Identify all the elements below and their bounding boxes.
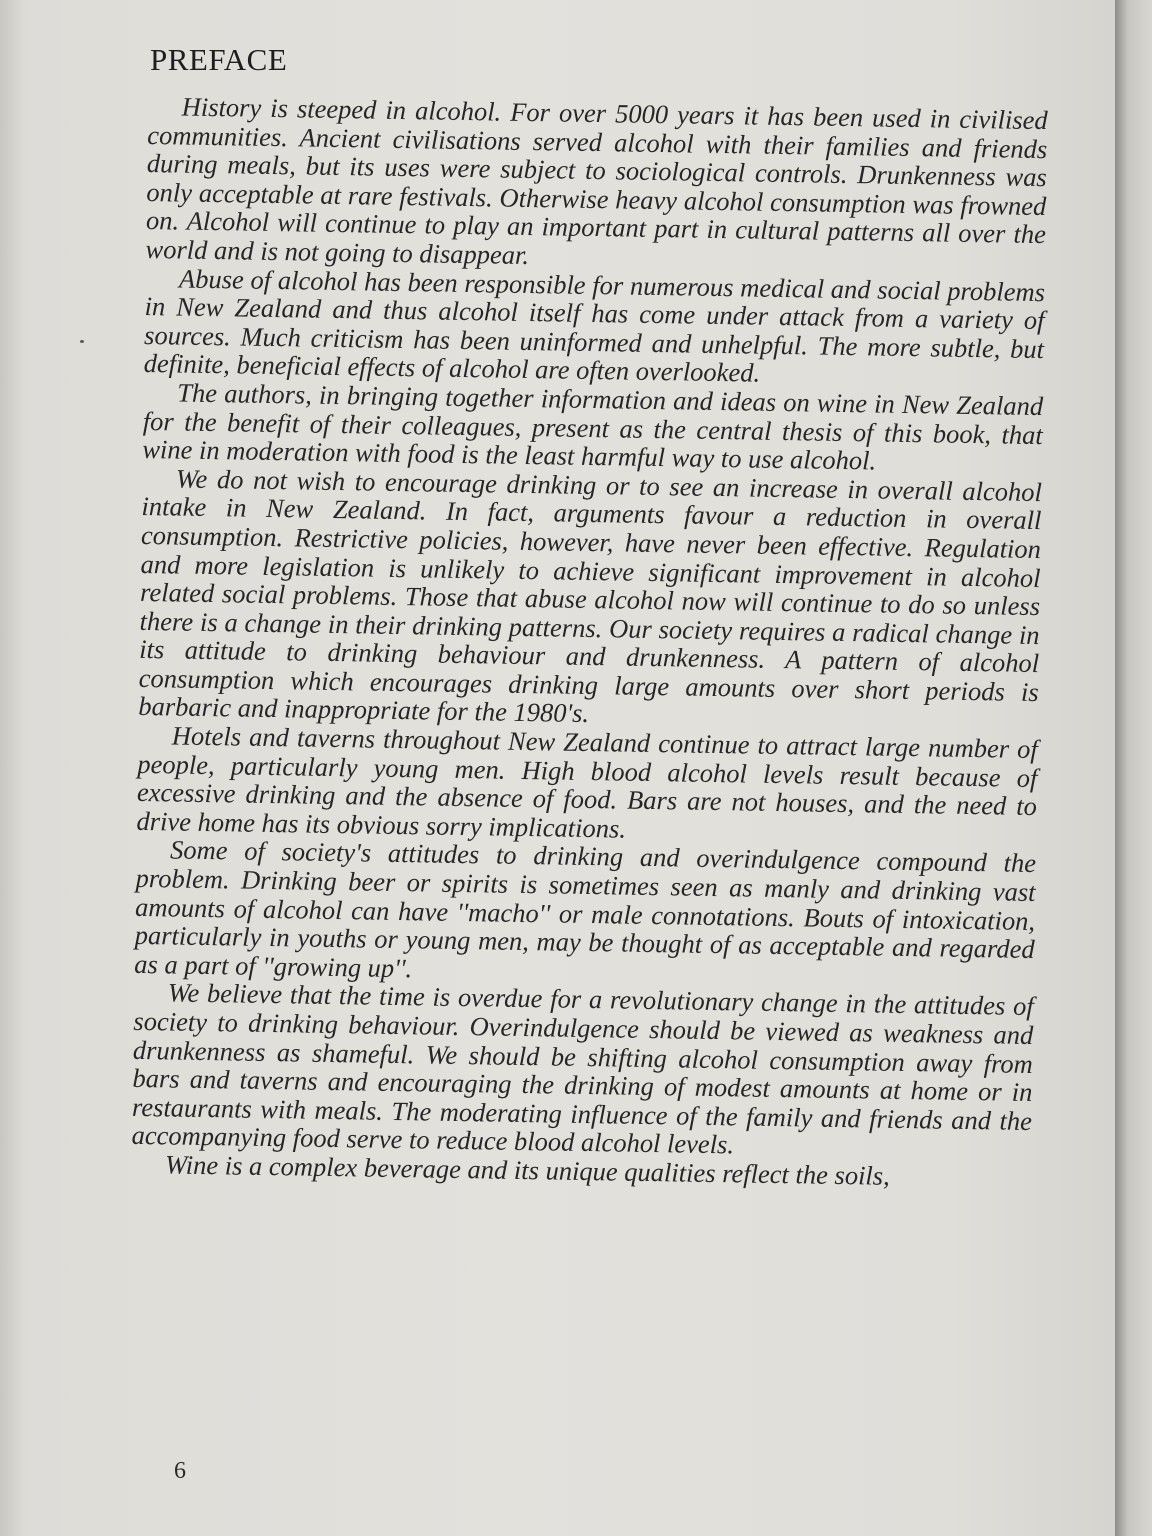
paragraph-8: Wine is a complex beverage and its unique qualities reflect the soils,: [164, 1149, 890, 1191]
paragraph-5: Hotels and taverns throughout New Zealand continue to attract large number of people, particularly young men. High blood alcohol levels result because of excessive drinking and the absence of food. Bars are not houses, and the need to drive home has its obvious sorry implications.: [136, 720, 1039, 844]
paper-speck: [80, 340, 84, 343]
page-heading: PREFACE: [150, 42, 288, 77]
paragraph-6: Some of society's attitudes to drinking and overindulgence compound the problem. Drinking beer or spirits is sometimes seen as manly and drinking vast amounts of alcohol can have ''macho'' or male connotations. Bouts of intoxication, particularly in youths or young men, may be thought of as acceptable and regarded as a part of ''growing up''.: [134, 834, 1037, 984]
binding-shadow: [0, 0, 26, 1536]
page-number: 6: [174, 1458, 186, 1484]
paragraph-7: We believe that the time is overdue for a revolutionary change in the attitudes of society to drinking behaviour. Overindulgence should be viewed as weakness and drunkenness as shameful. We should be shifting alcohol consumption away from bars and taverns and encouraging the drinking of modest amounts at home or in restaurants with meals. The moderating influence of the family and friends and the accompanying food serve to reduce blood alcohol levels.: [131, 977, 1034, 1160]
next-page-edge: [1115, 0, 1152, 1536]
paragraph-1: History is steeped in alcohol. For over 5000 years it has been used in civilised communities. Ancient civilisations served alcohol with their families and friends during meals, but its uses were subject to sociological controls. Drunkenness was only acceptable at rare festivals. Otherwise heavy alcohol consumption was frowned on. Alcohol will continue to play an important part in cultural patterns all over the world and is not going to disappear.: [145, 91, 1048, 270]
preface-body: [131, 92, 1048, 1193]
paragraph-2: Abuse of alcohol has been responsible for numerous medical and social problems in New Zealand and thus alcohol itself has come under attack from a variety of sources. Much criticism has been uninformed and unhelpful. The more subtle, but definite, beneficial effects of alcohol are often overlooked.: [143, 263, 1046, 388]
paragraph-4: We do not wish to encourage drinking or to see an increase in overall alcohol intake in New Zealand. In fact, arguments favour a reduction in overall consumption. Restrictive policies, however, have never been effective. Regulation and more legislation is unlikely to achieve significant improvement in alcohol related social problems. Those that abuse alcohol now will continue to do so unless there is a change in their drinking patterns. Our society requires a radical change in its attitude to drinking behaviour and drunkenness. A pattern of alcohol consumption which encourages drinking large amounts over short periods is barbaric and inappropriate for the 1980's.: [138, 463, 1043, 729]
paragraph-3: The authors, in bringing together information and ideas on wine in New Zealand for the benefit of their colleagues, present as the central thesis of this book, that wine in moderation with food is the least harmful way to use alcohol.: [142, 377, 1044, 476]
